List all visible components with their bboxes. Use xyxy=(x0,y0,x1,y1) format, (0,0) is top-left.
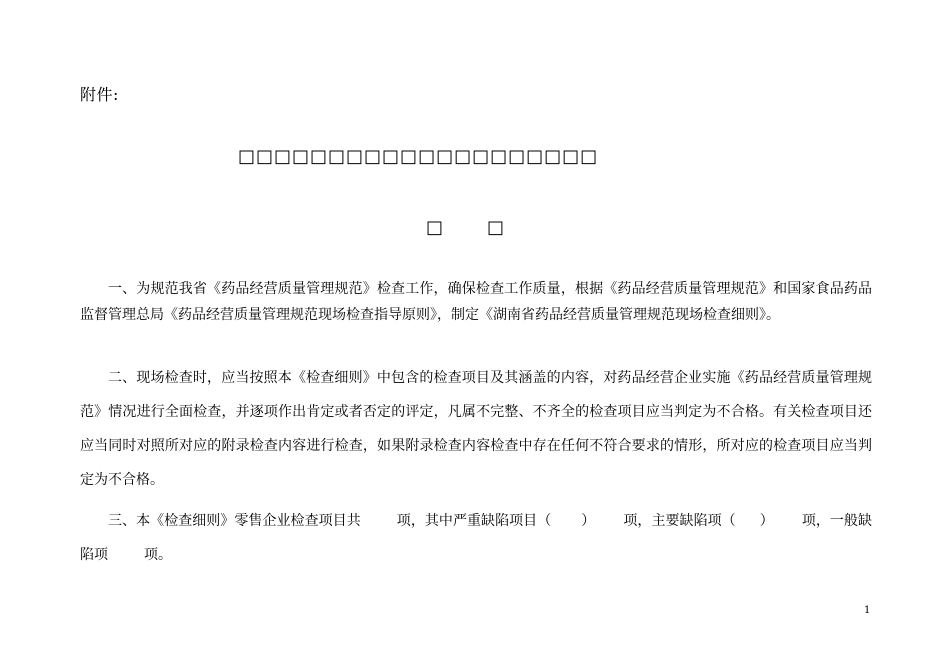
paragraph-3-part-7: 项。 xyxy=(144,547,172,563)
page-number: 1 xyxy=(864,605,871,616)
paragraph-3-part-4: 项，主要缺陷项（ xyxy=(623,513,736,529)
section-title: □□ xyxy=(425,217,548,238)
paragraph-3-part-1: 三、本《检查细则》零售企业检查项目共 xyxy=(108,513,361,529)
paragraph-2: 二、现场检查时，应当按照本《检查细则》中包含的检查项目及其涵盖的内容，对药品经营企业实施《药品经营质量管理规范》情况进行全面检查，并逐项作出肯定或者否定的评定，凡属不完整、不齐全的检查项目应当判定为不合格。有关检查项目还应当同时对照所对应的附录检查内容进行检查，如果附录检查内容检查中存在任何不符合要求的情形，所对应的检查项目应当判定为不合格。 xyxy=(80,370,872,488)
paragraph-3-part-3: ） xyxy=(581,513,596,529)
paragraph-3-part-2: 项，其中严重缺陷项目（ xyxy=(396,513,552,529)
paragraph-3-part-6: 项，一般缺陷项 xyxy=(80,513,873,563)
paragraph-1: 一、为规范我省《药品经营质量管理规范》检查工作，确保检查工作质量，根据《药品经营质量管理规范》和国家食品药品监督管理总局《药品经营质量管理规范现场检查指导原则》，制定《湖南省药品经营质量管理规范现场检查细则》。 xyxy=(80,281,872,323)
paragraph-3-part-5: ） xyxy=(759,513,774,529)
paragraph-3 xyxy=(80,504,872,572)
main-title: □□□□□□□□□□□□□□□□□□□□ xyxy=(238,146,599,167)
attachment-label: 附件: xyxy=(80,85,119,104)
